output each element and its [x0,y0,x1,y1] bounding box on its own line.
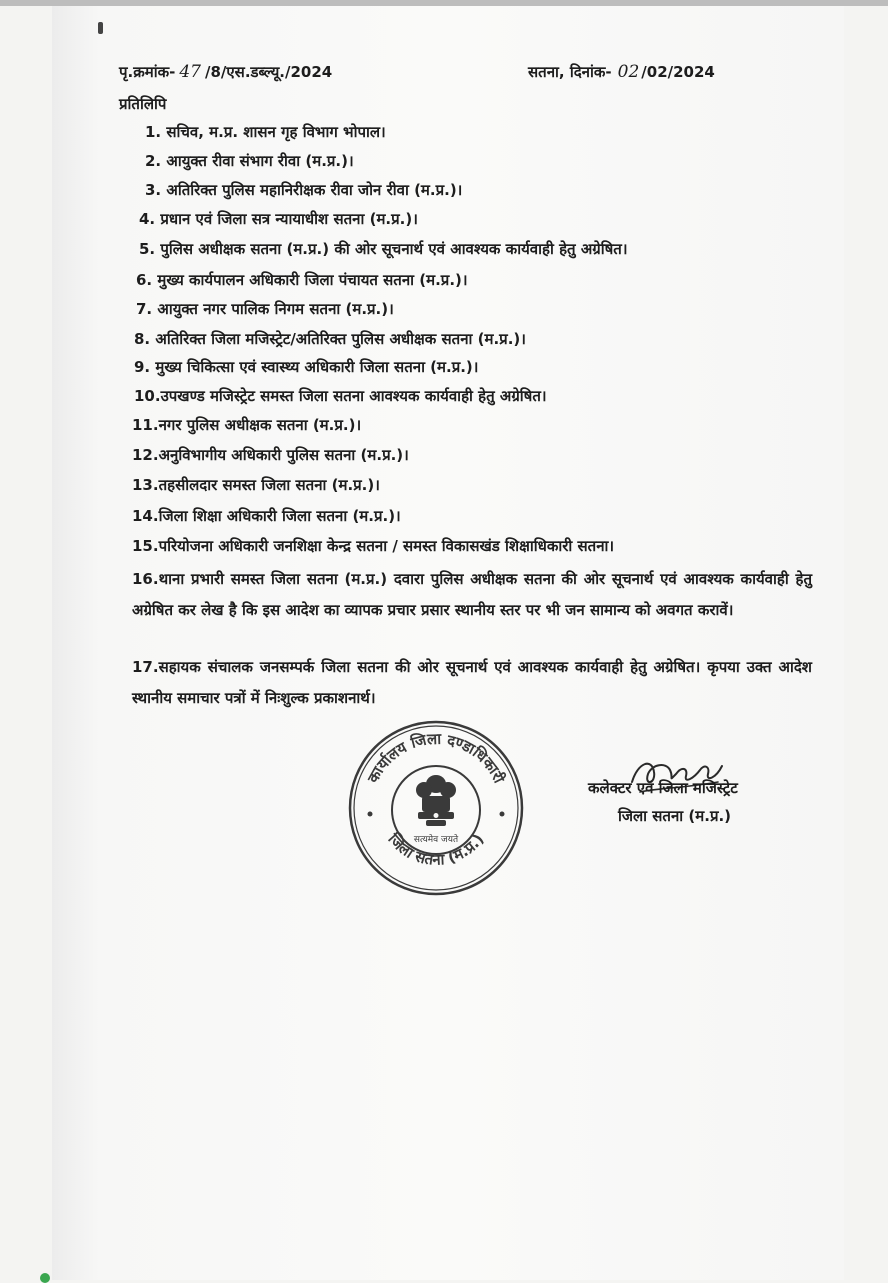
copy-to-label: प्रतिलिपि [119,95,167,113]
place-date-label: सतना, दिनांक- [528,63,612,81]
signatory-district: जिला सतना (म.प्र.) [618,807,732,825]
list-item: 12.अनुविभागीय अधिकारी पुलिस सतना (म.प्र.)। [132,446,409,464]
date-handwritten-day: 02 [617,62,640,82]
status-dot-icon [40,1273,50,1283]
signatory-designation: कलेक्टर एवं जिला मजिस्ट्रेट [588,779,738,797]
date-rest: /02/2024 [641,63,715,81]
list-item: 10.उपखण्ड मजिस्ट्रेट समस्त जिला सतना आवश्यक कार्यवाही हेतु अग्रेषित। [134,387,547,405]
list-item: 6. मुख्य कार्यपालन अधिकारी जिला पंचायत सतना (म.प्र.)। [136,271,468,289]
list-item: 13.तहसीलदार समस्त जिला सतना (म.प्र.)। [132,476,380,494]
reference-number [119,62,332,82]
list-item: 17.सहायक संचालक जनसम्पर्क जिला सतना की ओर सूचनार्थ एवं आवश्यक कार्यवाही हेतु अग्रेषित। कृपया उक्त आदेश स्थानीय समाचार पत्रों में निःशुल्क प्रकाशनार्थ। [132,658,812,707]
stamp-bottom-text: जिला सतना (म.प्र.) [384,830,488,869]
list-item: 15.परियोजना अधिकारी जनशिक्षा केन्द्र सतना / समस्त विकासखंड शिक्षाधिकारी सतना। [132,537,615,555]
stamp-motto: सत्यमेव जयते [413,835,459,845]
place-and-date [528,62,715,82]
ref-prefix: पृ.क्रमांक- [119,63,176,81]
list-item: 1. सचिव, म.प्र. शासन गृह विभाग भोपाल। [145,123,386,141]
ref-handwritten-number: 47 [179,62,201,82]
list-item: 3. अतिरिक्त पुलिस महानिरीक्षक रीवा जोन रीवा (म.प्र.)। [145,181,463,199]
list-item: 14.जिला शिक्षा अधिकारी जिला सतना (म.प्र.)। [132,507,401,525]
list-item: 5. पुलिस अधीक्षक सतना (म.प्र.) की ओर सूचनार्थ एवं आवश्यक कार्यवाही हेतु अग्रेषित। [139,240,628,258]
list-item: 9. मुख्य चिकित्सा एवं स्वास्थ्य अधिकारी जिला सतना (म.प्र.)। [134,358,479,376]
office-seal-stamp [346,718,526,898]
list-item: 2. आयुक्त रीवा संभाग रीवा (म.प्र.)। [145,152,354,170]
list-item: 7. आयुक्त नगर पालिक निगम सतना (म.प्र.)। [136,300,394,318]
punch-hole-mark [98,22,103,34]
list-item: 11.नगर पुलिस अधीक्षक सतना (म.प्र.)। [132,416,362,434]
signatory-block [588,774,738,830]
stamp-outer-text: कार्यालय जिला दण्डाधिकारी [363,729,509,786]
list-item: 8. अतिरिक्त जिला मजिस्ट्रेट/अतिरिक्त पुलिस अधीक्षक सतना (म.प्र.)। [134,330,526,348]
list-item: 4. प्रधान एवं जिला सत्र न्यायाधीश सतना (म.प्र.)। [139,210,418,228]
stamp-dot-right [500,812,505,817]
list-item: 16.थाना प्रभारी समस्त जिला सतना (म.प्र.) दवारा पुलिस अधीक्षक सतना की ओर सूचनार्थ एवं आवश्यक कार्यवाही हेतु अग्रेषित कर लेख है कि इस आदेश का व्यापक प्रचार प्रसार स्थानीय स्तर पर भी जन सामान्य को अवगत करावें। [132,570,812,619]
ashoka-emblem-icon [416,775,456,826]
stamp-dot-left [368,812,373,817]
ref-suffix: /8/एस.डब्ल्यू./2024 [204,63,333,81]
